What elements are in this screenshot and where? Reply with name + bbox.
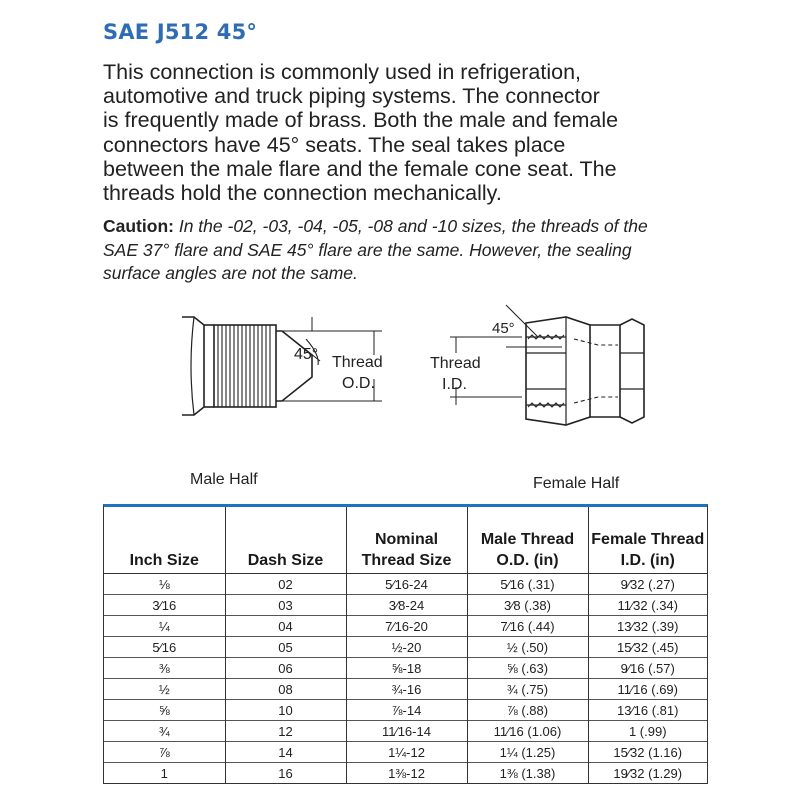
male-angle-label: 45° xyxy=(294,346,319,363)
table-row xyxy=(104,595,707,616)
cell-nominal-thread: 7⁄16-20 xyxy=(346,616,467,637)
cell-inch-size: ¾ xyxy=(104,721,225,742)
cell-male-od: ⅝ (.63) xyxy=(467,658,588,679)
cell-male-od: 1⅜ (1.38) xyxy=(467,763,588,784)
table-row xyxy=(104,616,707,637)
cell-female-id: 19⁄32 (1.29) xyxy=(588,763,707,784)
header-nominal-thread-size: Nominal Thread Size xyxy=(346,507,467,574)
caution-line: SAE 37° flare and SAE 45° flare are the same. However, the sealing xyxy=(103,239,632,260)
table-row xyxy=(104,721,707,742)
header-inch-size: Inch Size xyxy=(104,507,225,574)
table-row xyxy=(104,574,707,595)
table-row xyxy=(104,637,707,658)
table-row xyxy=(104,700,707,721)
cell-inch-size: 1 xyxy=(104,763,225,784)
female-half-caption: Female Half xyxy=(533,475,620,492)
cell-female-id: 13⁄32 (.39) xyxy=(588,616,707,637)
female-thread-label: Thread xyxy=(430,355,481,372)
cell-dash-size: 10 xyxy=(225,700,346,721)
cell-inch-size: ⅝ xyxy=(104,700,225,721)
cell-nominal-thread: ¾-16 xyxy=(346,679,467,700)
page-title: SAE J512 45° xyxy=(103,20,258,44)
female-angle-label: 45° xyxy=(492,320,515,337)
male-half-caption: Male Half xyxy=(190,471,258,488)
cell-dash-size: 04 xyxy=(225,616,346,637)
table-row xyxy=(104,742,707,763)
cell-male-od: 11⁄16 (1.06) xyxy=(467,721,588,742)
header-male-thread-od: Male Thread O.D. (in) xyxy=(467,507,588,574)
cell-nominal-thread: 3⁄8-24 xyxy=(346,595,467,616)
cell-dash-size: 14 xyxy=(225,742,346,763)
intro-line: This connection is commonly used in refrigeration, xyxy=(103,60,581,84)
caution-note xyxy=(103,215,763,286)
cell-male-od: 7⁄16 (.44) xyxy=(467,616,588,637)
table-row xyxy=(104,679,707,700)
cell-inch-size: ⅛ xyxy=(158,576,170,592)
cell-nominal-thread: 1⅜-12 xyxy=(346,763,467,784)
intro-line: is frequently made of brass. Both the male and female xyxy=(103,108,619,133)
cell-male-od: 1¼ (1.25) xyxy=(467,742,588,763)
caution-line: surface angles are not the same. xyxy=(103,263,358,283)
table-header-row xyxy=(104,507,707,574)
cell-female-id: 11⁄32 (.34) xyxy=(588,595,707,616)
thread-size-table xyxy=(103,504,708,784)
cell-dash-size: 12 xyxy=(225,721,346,742)
cell-dash-size: 08 xyxy=(225,679,346,700)
header-dash-size: Dash Size xyxy=(225,507,346,574)
cell-inch-size: ¼ xyxy=(104,616,225,637)
cell-female-id: 1 (.99) xyxy=(588,721,707,742)
intro-line: automotive and truck piping systems. The connector xyxy=(103,84,600,109)
cell-male-od: ⅞ (.88) xyxy=(467,700,588,721)
cell-inch-size: 3⁄16 xyxy=(104,595,225,616)
cell-dash-size: 06 xyxy=(225,658,346,679)
female-id-label: I.D. xyxy=(442,376,467,393)
cell-female-id: 11⁄16 (.69) xyxy=(588,679,707,700)
caution-label: Caution: xyxy=(103,216,174,236)
cell-male-od: ½ (.50) xyxy=(467,637,588,658)
cell-male-od: 3⁄8 (.38) xyxy=(467,595,588,616)
male-thread-label: Thread xyxy=(332,354,383,371)
cell-female-id: 13⁄16 (.81) xyxy=(588,700,707,721)
table-row xyxy=(104,763,707,784)
caution-line: In the -02, -03, -04, -05, -08 and -10 sizes, the threads of the xyxy=(178,216,648,236)
cell-female-id: 9⁄32 (.27) xyxy=(588,574,707,595)
cell-nominal-thread: 1¼-12 xyxy=(346,742,467,763)
cell-dash-size: 03 xyxy=(225,595,346,616)
intro-line: between the male flare and the female cone seat. The xyxy=(103,156,617,181)
cell-nominal-thread: ⅝-18 xyxy=(346,658,467,679)
cell-nominal-thread: ⅞-14 xyxy=(346,700,467,721)
cell-male-od: 5⁄16 (.31) xyxy=(467,574,588,595)
cell-inch-size: ½ xyxy=(104,679,225,700)
cell-nominal-thread: 11⁄16-14 xyxy=(346,721,467,742)
cell-inch-size: ⅜ xyxy=(104,658,225,679)
intro-line: threads hold the connection mechanically. xyxy=(103,181,502,206)
cell-female-id: 15⁄32 (1.16) xyxy=(588,742,707,763)
cell-inch-size: 5⁄16 xyxy=(104,637,225,658)
cell-female-id: 9⁄16 (.57) xyxy=(588,658,707,679)
intro-paragraph xyxy=(103,60,743,205)
cell-dash-size: 05 xyxy=(225,637,346,658)
cell-nominal-thread: 5⁄16-24 xyxy=(346,574,467,595)
header-female-thread-id: Female Thread I.D. (in) xyxy=(588,507,707,574)
cell-dash-size: 02 xyxy=(225,574,346,595)
male-od-label: O.D. xyxy=(342,375,375,392)
cell-female-id: 15⁄32 (.45) xyxy=(588,637,707,658)
cell-dash-size: 16 xyxy=(225,763,346,784)
intro-line: connectors have 45° seats. The seal takes place xyxy=(103,132,566,157)
fitting-diagram xyxy=(170,295,670,445)
table-row xyxy=(104,658,707,679)
cell-nominal-thread: ½-20 xyxy=(346,637,467,658)
cell-male-od: ¾ (.75) xyxy=(467,679,588,700)
cell-inch-size: ⅞ xyxy=(104,742,225,763)
